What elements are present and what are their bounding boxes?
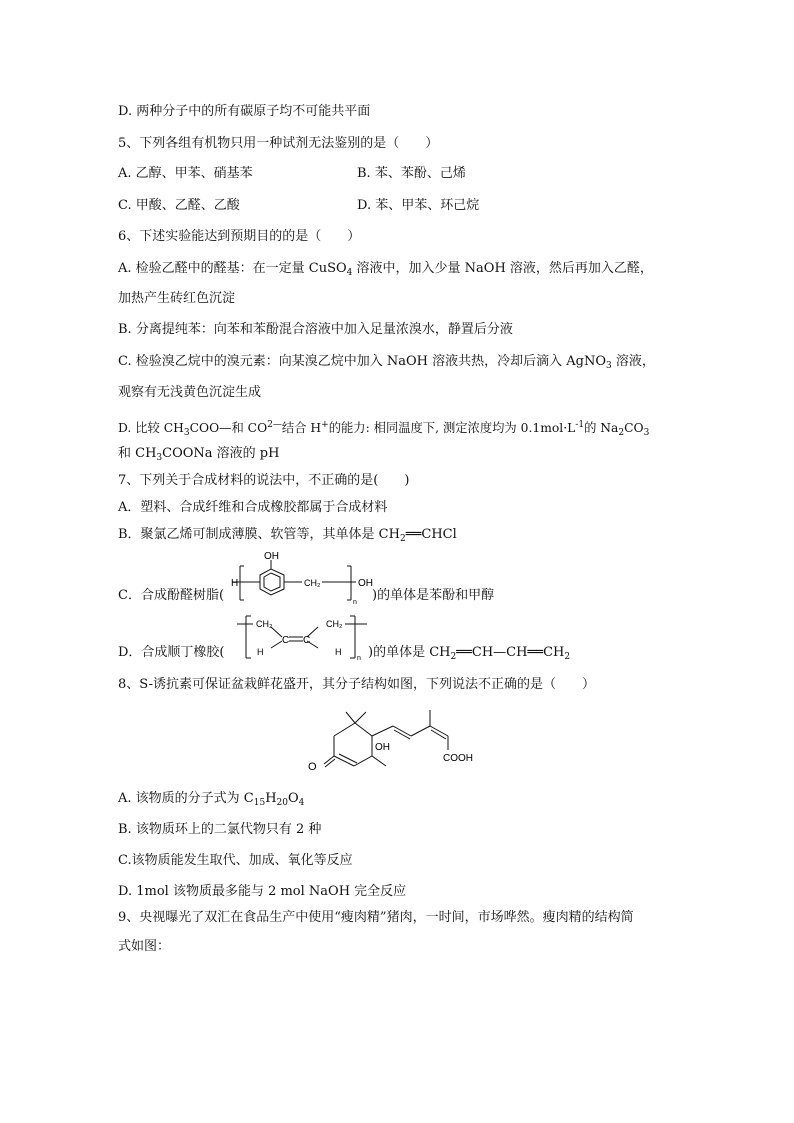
left-h-label: H (257, 647, 264, 657)
repeat-n-label: n (357, 655, 361, 662)
cis-butadiene-rubber-structure (233, 614, 371, 662)
phenol-oh-label: OH (264, 551, 279, 562)
q7-option-c-tail: )的单体是苯酚和甲醇 (372, 588, 495, 603)
q6-option-c-line1: C. 检验溴乙烷中的溴元素：向某溴乙烷中加入 NaOH 溶液共热，冷却后滴入 AgNO$_3$ 溶液， (118, 354, 655, 371)
q5-option-d: D. 苯、甲苯、环己烷 (357, 198, 480, 213)
q5-stem: 5、下列各组有机物只用一种试剂无法鉴别的是（ ） (118, 136, 439, 151)
q6-option-b: B. 分离提纯苯：向苯和苯酚混合溶液中加入足量浓溴水，静置后分液 (118, 322, 513, 337)
q7-option-a: A．塑料、合成纤维和合成橡胶都属于合成材料 (118, 500, 388, 515)
q8-option-b: B. 该物质环上的二氯代物只有 2 种 (118, 822, 322, 837)
phenolic-resin-structure (228, 548, 376, 606)
q6-option-a-line1: A. 检验乙醛中的醛基：在一定量 CuSO$_4$ 溶液中，加入少量 NaOH 溶液，然后再加入乙醛， (118, 261, 653, 278)
left-ch2-label: CH₂ (256, 619, 273, 629)
q6-option-a-line2: 加热产生砖红色沉淀 (118, 291, 236, 306)
q7-option-b: B．聚氯乙烯可制成薄膜、软管等，其单体是 $CH_2══CHCl$ (118, 527, 457, 544)
methylene-label: CH₂ (304, 578, 321, 588)
abscisic-acid-structure (300, 702, 500, 782)
q7-option-d-text: D．合成顺丁橡胶( (118, 645, 225, 660)
left-c-label: C (282, 635, 290, 646)
end-oh-label: OH (358, 578, 373, 589)
q6-option-d-line1: D. 比较 $CH_3COO—$和 $CO^{2—}$结合 H+的能力: 相同温度下, 测定浓度均为 $0.1mol\cdot L^{-1}$的 $Na_2CO_3$ (118, 420, 650, 438)
q6-stem: 6、下述实验能达到预期目的的是（ ） (118, 229, 361, 244)
repeat-n-label: n (353, 599, 357, 606)
q5-option-c: C. 甲酸、乙醛、乙酸 (118, 198, 240, 213)
q8-option-c: C.该物质能发生取代、加成、氧化等反应 (118, 853, 353, 868)
q7-option-d-tail: )的单体是 $CH_2══CH—CH══CH_2$ (368, 645, 571, 662)
q6-option-d-line2: 和 $CH_3COONa$ 溶液的 pH (118, 446, 280, 463)
q9-stem-line2: 式如图： (118, 939, 171, 954)
q5-option-b: B. 苯、苯酚、己烯 (357, 166, 466, 181)
q6-option-c-line2: 观察有无浅黄色沉淀生成 (118, 385, 262, 400)
hydroxyl-label: OH (375, 742, 390, 753)
right-c-label: C (303, 635, 311, 646)
carboxyl-label: COOH (443, 753, 473, 764)
q8-option-a: A. 该物质的分子式为 $C_{15}H_{20}O_4$ (118, 791, 305, 808)
q8-stem: 8、S-诱抗素可保证盆栽鲜花盛开，其分子结构如图，下列说法不正确的是（ ） (118, 677, 596, 692)
q7-stem: 7、下列关于合成材料的说法中，不正确的是( ) (118, 473, 410, 488)
end-h-label: H (231, 578, 239, 589)
q5-option-a: A. 乙醇、甲苯、硝基苯 (118, 166, 253, 181)
ketone-o-label: O (308, 761, 317, 773)
q7-option-c-text: C．合成酚醛树脂( (118, 588, 225, 603)
right-ch2-label: CH₂ (326, 619, 343, 629)
q8-option-d: D. 1mol 该物质最多能与 2 mol NaOH 完全反应 (118, 884, 407, 899)
right-h-label: H (335, 647, 342, 657)
q9-stem-line1: 9、央视曝光了双汇在食品生产中使用“瘦肉精”猪肉，一时间，市场哗然。瘦肉精的结构简 (118, 910, 634, 925)
q4-option-d: D. 两种分子中的所有碳原子均不可能共平面 (118, 104, 371, 119)
